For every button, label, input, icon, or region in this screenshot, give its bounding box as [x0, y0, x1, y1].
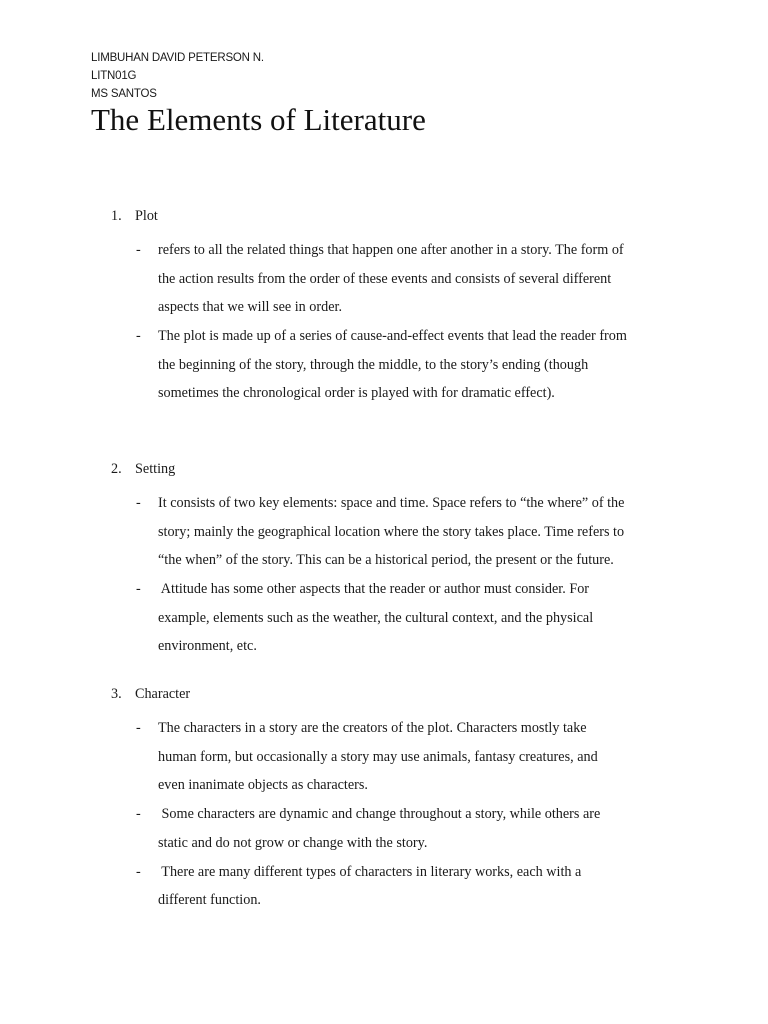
bullet-dash: - — [136, 581, 141, 597]
bullet-text-line: different function. — [158, 892, 261, 908]
bullet-text-line: There are many different types of characters in literary works, each with a — [158, 863, 582, 880]
bullet-text-line: even inanimate objects as characters. — [158, 777, 368, 793]
bullet-text-line: static and do not grow or change with the story. — [158, 834, 428, 851]
author-name: LIMBUHAN DAVID PETERSON N. — [91, 52, 264, 64]
bullet-dash: - — [136, 863, 141, 880]
bullet-text-line: the action results from the order of these events and consists of several different — [158, 270, 612, 287]
bullet-text-line: refers to all the related things that happen one after another in a story. The form of — [158, 242, 624, 258]
bullet-dash: - — [136, 242, 141, 258]
bullet-dash: - — [136, 720, 141, 736]
bullet-text-line: Attitude has some other aspects that the reader or author must consider. For — [158, 581, 590, 597]
bullet-text-line: environment, etc. — [158, 638, 257, 654]
bullet-text-line: aspects that we will see in order. — [158, 299, 342, 315]
section-number: 1. — [111, 208, 122, 224]
bullet-text-line: Some characters are dynamic and change throughout a story, while others are — [158, 806, 601, 822]
bullet-dash: - — [136, 495, 141, 511]
course-code: LITN01G — [91, 70, 137, 82]
section-heading-text: Plot — [135, 208, 158, 224]
page-title: The Elements of Literature — [91, 102, 426, 137]
bullet-text-line: The plot is made up of a series of cause-and-effect events that lead the reader from — [158, 328, 627, 344]
section-heading-text: Setting — [135, 461, 176, 477]
section-number: 2. — [111, 461, 122, 477]
bullet-text-line: “the when” of the story. This can be a historical period, the present or the future. — [158, 552, 614, 568]
section-heading-text: Character — [135, 686, 191, 702]
bullet-text-line: story; mainly the geographical location where the story takes place. Time refers to — [158, 523, 625, 540]
bullet-text-line: human form, but occasionally a story may use animals, fantasy creatures, and — [158, 748, 598, 765]
teacher-name: MS SANTOS — [91, 88, 157, 100]
section-number: 3. — [111, 686, 122, 702]
section-heading — [111, 684, 190, 704]
bullet-dash: - — [136, 328, 141, 344]
bullet-text-line: sometimes the chronological order is played with for dramatic effect). — [158, 385, 555, 401]
bullet-dash: - — [136, 806, 141, 822]
document-header — [91, 49, 264, 103]
section-heading — [111, 459, 175, 479]
section-heading — [111, 206, 158, 226]
bullet-text-line: The characters in a story are the creators of the plot. Characters mostly take — [158, 720, 587, 736]
bullet-text-line: It consists of two key elements: space and time. Space refers to “the where” of the — [158, 495, 625, 511]
bullet-text-line: example, elements such as the weather, the cultural context, and the physical — [158, 609, 594, 626]
bullet-text-line: the beginning of the story, through the middle, to the story’s ending (though — [158, 356, 589, 373]
